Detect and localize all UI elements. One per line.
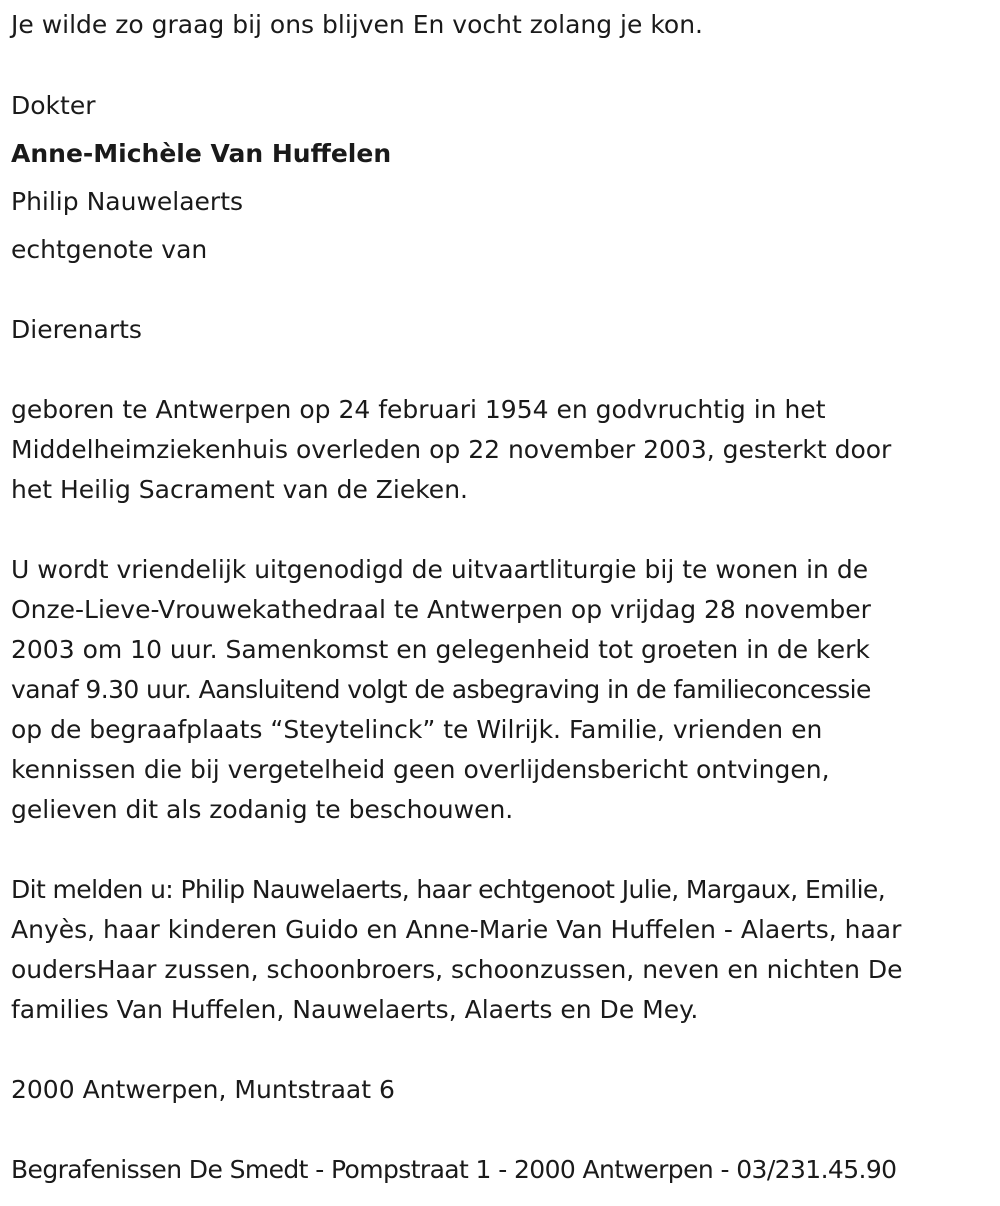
- family-line: Anyès, haar kinderen Guido en Anne-Marie Van Huffelen - Alaerts, haar: [11, 915, 902, 944]
- spouse-name: Philip Nauwelaerts: [11, 187, 244, 216]
- address: 2000 Antwerpen, Muntstraat 6: [11, 1075, 395, 1104]
- birth-death-paragraph: [11, 390, 996, 510]
- family-line: families Van Huffelen, Nauwelaerts, Alaerts en De Mey.: [11, 995, 699, 1024]
- funeral-line: kennissen die bij vergetelheid geen overlijdensbericht ontvingen,: [11, 755, 830, 784]
- birth-death-line: het Heilig Sacrament van de Zieken.: [11, 475, 468, 504]
- profession: Dierenarts: [11, 315, 142, 344]
- funeral-paragraph: [11, 550, 996, 830]
- funeral-line: vanaf 9.30 uur. Aansluitend volgt de asbegraving in de familieconcessie: [11, 675, 871, 704]
- family-line: Dit melden u: Philip Nauwelaerts, haar echtgenoot Julie, Margaux, Emilie,: [11, 875, 886, 904]
- funeral-line: Onze-Lieve-Vrouwekathedraal te Antwerpen op vrijdag 28 november: [11, 595, 871, 624]
- funeral-line: 2003 om 10 uur. Samenkomst en gelegenheid tot groeten in de kerk: [11, 635, 870, 664]
- funeral-line: op de begraafplaats “Steytelinck” te Wilrijk. Familie, vrienden en: [11, 715, 823, 744]
- birth-death-line: Middelheimziekenhuis overleden op 22 november 2003, gesterkt door: [11, 435, 892, 464]
- family-line: oudersHaar zussen, schoonbroers, schoonzussen, neven en nichten De: [11, 955, 903, 984]
- funeral-line: gelieven dit als zodanig te beschouwen.: [11, 795, 514, 824]
- funeral-line: U wordt vriendelijk uitgenodigd de uitvaartliturgie bij te wonen in de: [11, 555, 869, 584]
- deceased-name: Anne-Michèle Van Huffelen: [11, 139, 392, 168]
- relation-text: echtgenote van: [11, 235, 208, 264]
- undertaker-info: Begrafenissen De Smedt - Pompstraat 1 - 2000 Antwerpen - 03/231.45.90: [11, 1155, 897, 1184]
- title-prefix: Dokter: [11, 91, 96, 120]
- intro-quote: Je wilde zo graag bij ons blijven En vocht zolang je kon.: [11, 10, 704, 39]
- birth-death-line: geboren te Antwerpen op 24 februari 1954 en godvruchtig in het: [11, 395, 826, 424]
- family-paragraph: [11, 870, 996, 1030]
